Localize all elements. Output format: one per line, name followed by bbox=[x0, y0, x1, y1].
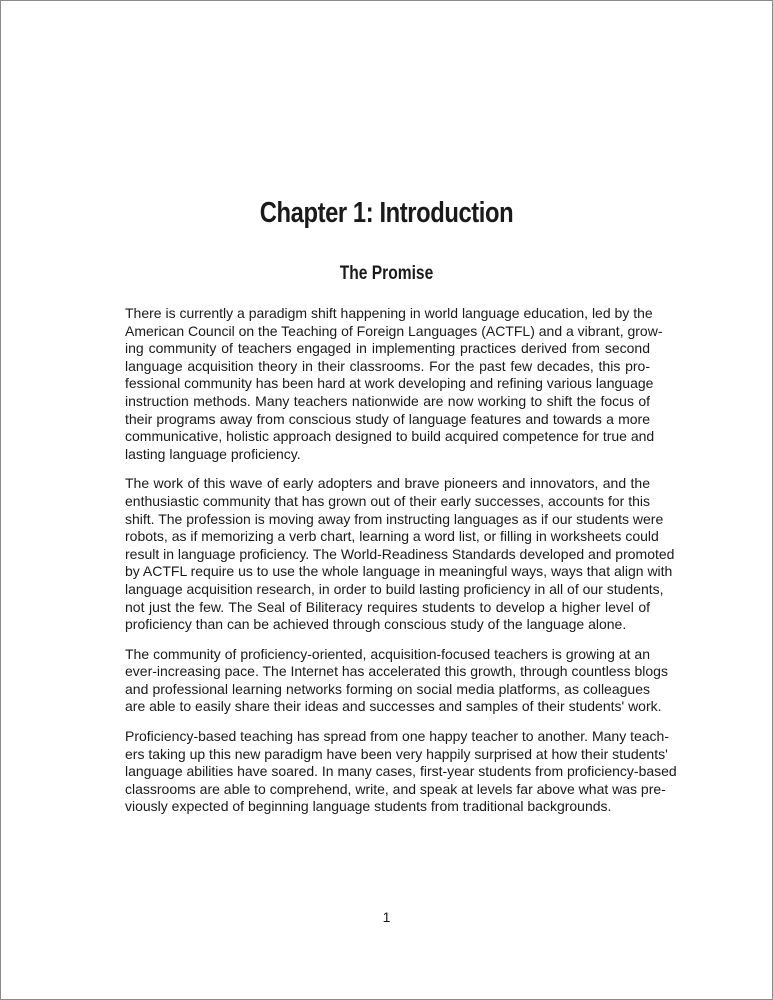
text-line: proficiency than can be achieved through conscious study of the language alone. bbox=[125, 616, 627, 633]
text-line: language acquisition theory in their classrooms. For the past few decades, this pro- bbox=[125, 357, 650, 374]
text-line: language acquisition research, in order to build lasting proficiency in all of our students, bbox=[125, 580, 664, 597]
text-line: Proficiency-based teaching has spread from one happy teacher to another. Many teach- bbox=[125, 728, 669, 745]
paragraph bbox=[125, 305, 663, 463]
text-line: American Council on the Teaching of Foreign Languages (ACTFL) and a vibrant, grow- bbox=[125, 322, 663, 339]
paragraph bbox=[125, 475, 675, 633]
text-line: The work of this wave of early adopters and brave pioneers and innovators, and the bbox=[125, 475, 650, 492]
text-line: There is currently a paradigm shift happening in world language education, led by the bbox=[125, 305, 653, 321]
text-line: their programs away from conscious study of language features and towards a more bbox=[125, 410, 650, 427]
text-line: viously expected of beginning language students from traditional backgrounds. bbox=[125, 798, 612, 815]
text-line: The community of proficiency-oriented, acquisition-focused teachers is growing at an bbox=[125, 645, 650, 662]
section-title: The Promise bbox=[339, 263, 434, 284]
text-line: enthusiastic community that has grown out of their early successes, accounts for this bbox=[125, 492, 650, 509]
text-line: lasting language proficiency. bbox=[125, 445, 301, 462]
text-line: fessional community has been hard at work developing and refining various language bbox=[125, 375, 654, 392]
text-line: by ACTFL require us to use the whole language in meaningful ways, ways that align with bbox=[125, 563, 673, 580]
text-line: ing community of teachers engaged in implementing practices derived from second bbox=[125, 340, 650, 357]
text-line: robots, as if memorizing a verb chart, learning a word list, or filling in worksheets could bbox=[125, 528, 659, 545]
text-line: are able to easily share their ideas and successes and samples of their students' work. bbox=[125, 698, 662, 715]
text-line: not just the few. The Seal of Biliteracy requires students to develop a higher level of bbox=[125, 598, 650, 615]
page-number: 1 bbox=[382, 909, 391, 925]
text-line: communicative, holistic approach designed to build acquired competence for true and bbox=[125, 428, 655, 445]
paragraph bbox=[125, 645, 668, 716]
text-line: classrooms are able to comprehend, write, and speak at levels far above what was pre- bbox=[125, 780, 666, 797]
paragraph bbox=[125, 728, 677, 816]
chapter-title: Chapter 1: Introduction bbox=[259, 197, 514, 229]
text-line: and professional learning networks forming on social media platforms, as colleagues bbox=[125, 680, 650, 697]
text-line: language abilities have soared. In many cases, first-year students from proficiency-based bbox=[125, 763, 677, 780]
text-line: ers taking up this new paradigm have been very happily surprised at how their students' bbox=[125, 745, 668, 762]
text-line: shift. The profession is moving away from instructing languages as if our students were bbox=[125, 510, 664, 527]
text-line: ever-increasing pace. The Internet has accelerated this growth, through countless blogs bbox=[125, 663, 668, 680]
text-line: result in language proficiency. The World-Readiness Standards developed and promoted bbox=[125, 545, 675, 562]
body-text bbox=[125, 305, 677, 828]
text-line: instruction methods. Many teachers nationwide are now working to shift the focus of bbox=[125, 392, 650, 409]
